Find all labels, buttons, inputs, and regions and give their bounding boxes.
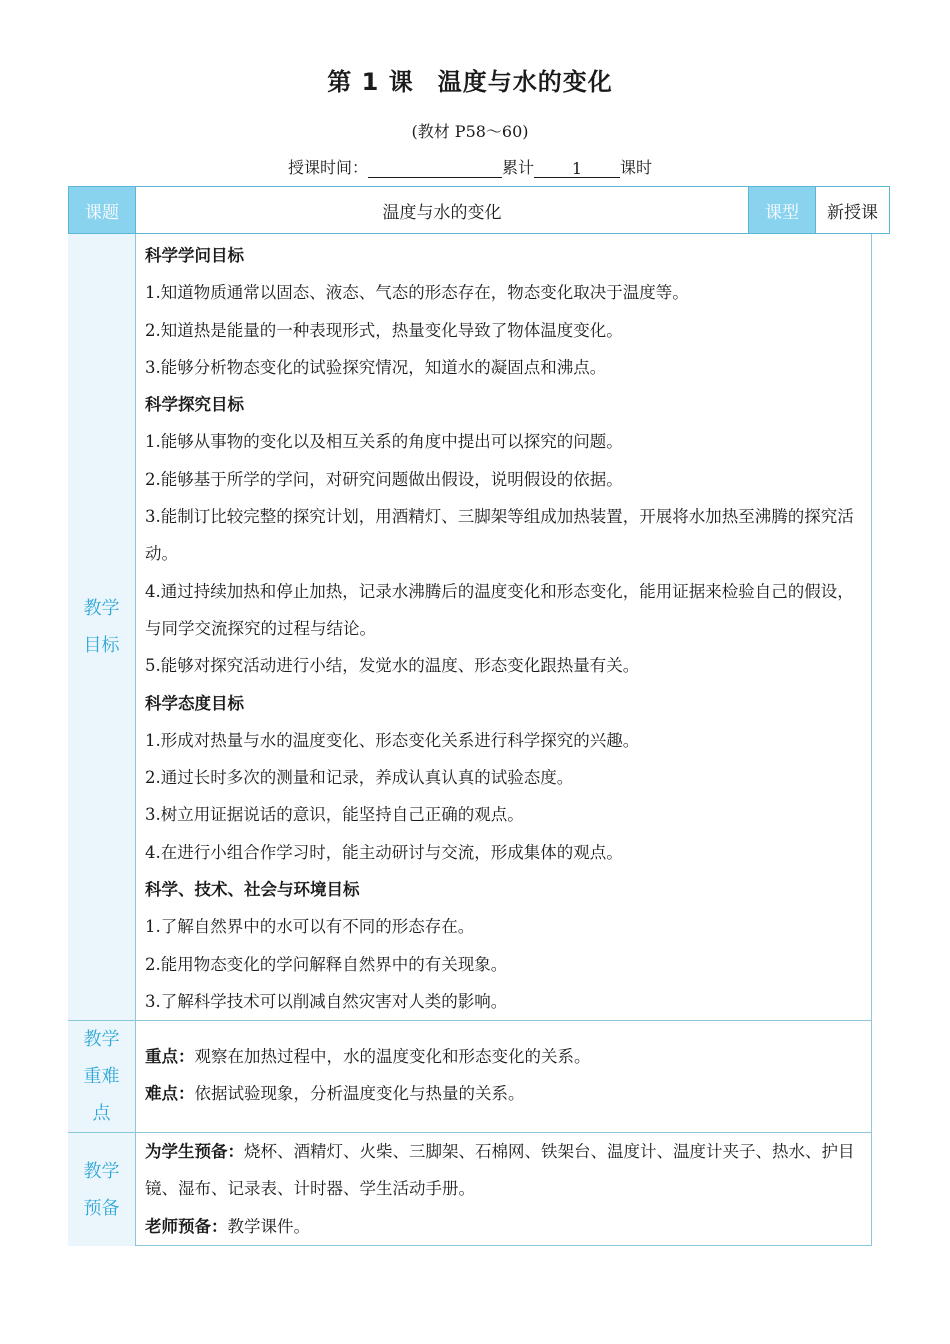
inquiry-goal: 5.能够对探究活动进行小结，发觉水的温度、形态变化跟热量有关。 <box>145 656 640 676</box>
total-label: 累计 <box>501 158 534 177</box>
sts-goal: 2.能用物态变化的学问解释自然界中的有关现象。 <box>145 954 508 974</box>
attitude-goals-title: 科学态度目标 <box>145 693 244 713</box>
sts-goals-title: 科学、技术、社会与环境目标 <box>145 880 360 900</box>
knowledge-goals-title: 科学学问目标 <box>145 246 244 265</box>
teaching-goals-section <box>68 234 872 1020</box>
teacher-preparation: 老师预备：教学课件。 <box>145 1216 310 1236</box>
topic-label: 课题 <box>68 186 136 234</box>
knowledge-goal: 2.知道热是能量的一种表现形式，热量变化导致了物体温度变化。 <box>145 320 623 340</box>
difficult-point: 难点：依据试验现象，分析温度变化与热量的关系。 <box>145 1084 525 1104</box>
attitude-goal: 4.在进行小组合作学习时，能主动研讨与交流，形成集体的观点。 <box>145 842 623 862</box>
inquiry-goal: 3.能制订比较完整的探究计划，用酒精灯、三脚架等组成加热装置，开展将水加热至沸腾的探究活动。 <box>145 507 854 564</box>
class-time-line <box>0 155 940 178</box>
student-preparation: 为学生预备：烧杯、酒精灯、火柴、三脚架、石棉网、铁架台、温度计、温度计夹子、热水、护目镜、湿布、记录表、计时器、学生活动手册。 <box>145 1142 855 1199</box>
preparation-label: 教学 预备 <box>68 1133 136 1246</box>
attitude-goal: 3.树立用证据说话的意识，能坚持自己正确的观点。 <box>145 805 524 825</box>
lesson-number: 第 1 课 <box>327 68 414 96</box>
class-time-label: 授课时间： <box>287 158 368 177</box>
key-point: 重点：观察在加热过程中，水的温度变化和形态变化的关系。 <box>145 1047 591 1066</box>
inquiry-goals-title: 科学探究目标 <box>145 395 244 415</box>
sts-goal: 3.了解科学技术可以削减自然灾害对人类的影响。 <box>145 991 508 1011</box>
preparation-section <box>68 1133 872 1246</box>
type-label: 课型 <box>748 186 816 234</box>
textbook-pages: (教材 P58～60) <box>411 122 529 141</box>
key-points-section <box>68 1021 872 1132</box>
lesson-title <box>0 62 940 97</box>
inquiry-goal: 4.通过持续加热和停止加热，记录水沸腾后的温度变化和形态变化，能用证据来检验自己的假设，与同学交流探究的过程与结论。 <box>145 581 854 638</box>
topic-value: 温度与水的变化 <box>135 186 749 234</box>
knowledge-goal: 3.能够分析物态变化的试验探究情况，知道水的凝固点和沸点。 <box>145 357 607 377</box>
class-time-field <box>368 159 502 178</box>
inquiry-goal: 2.能够基于所学的学问，对研究问题做出假设，说明假设的依据。 <box>145 469 623 489</box>
key-points-label: 教学 重难 点 <box>68 1021 136 1132</box>
inquiry-goal: 1.能够从事物的变化以及相互关系的角度中提出可以探究的问题。 <box>145 432 623 452</box>
attitude-goal: 1.形成对热量与水的温度变化、形态变化关系进行科学探究的兴趣。 <box>145 730 640 750</box>
sts-goal: 1.了解自然界中的水可以有不同的形态存在。 <box>145 917 475 937</box>
teaching-goals-label: 教学 目标 <box>68 234 136 1020</box>
period-count: 1 <box>534 159 620 178</box>
type-value: 新授课 <box>815 186 890 234</box>
period-unit: 课时 <box>620 158 653 177</box>
knowledge-goal: 1.知道物质通常以固态、液态、气态的形态存在，物态变化取决于温度等。 <box>145 283 689 303</box>
attitude-goal: 2.通过长时多次的测量和记录，养成认真认真的试验态度。 <box>145 768 574 788</box>
lesson-name: 温度与水的变化 <box>437 68 613 96</box>
